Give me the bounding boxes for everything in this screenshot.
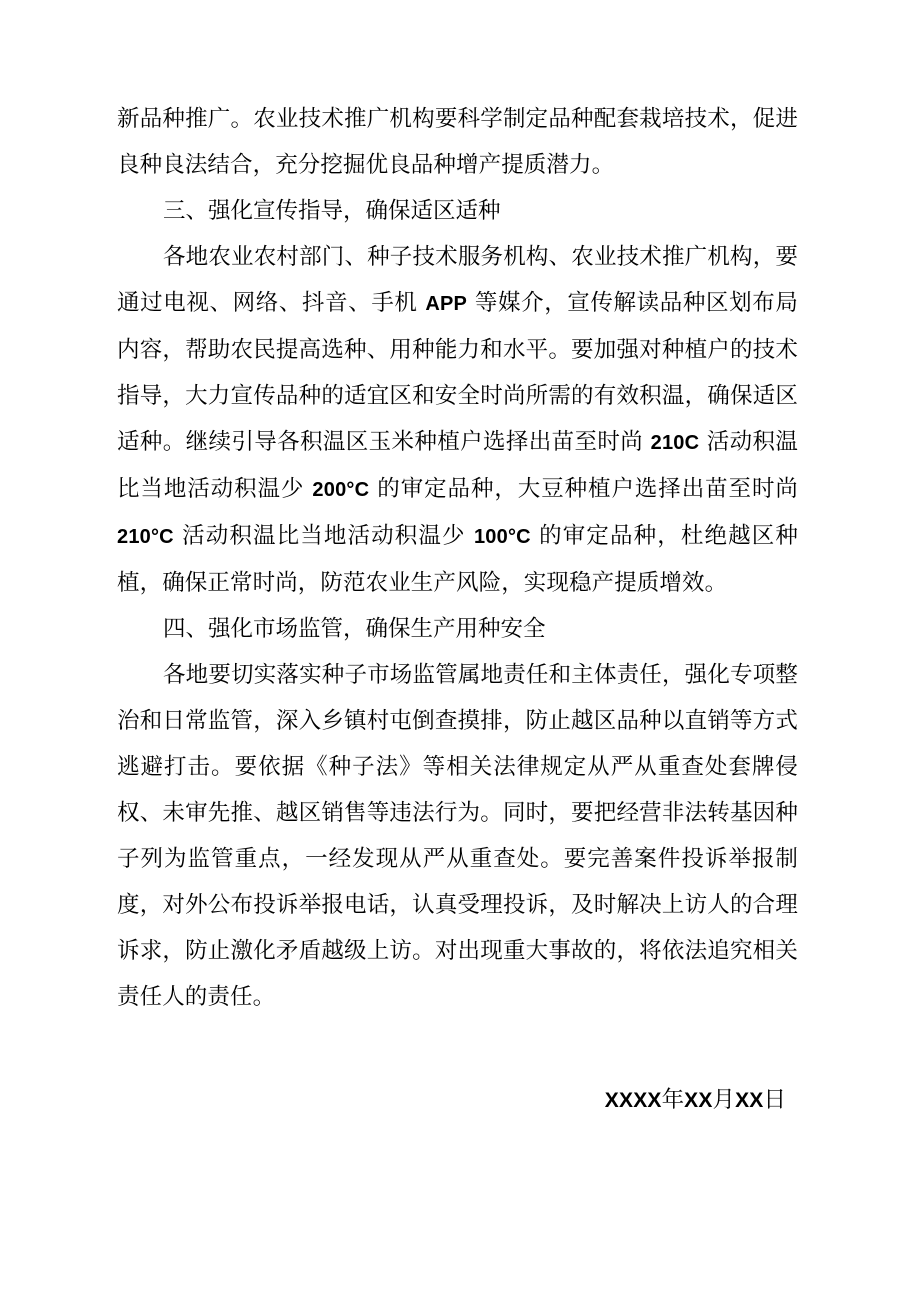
signature-block [117, 1077, 798, 1124]
text-run-0: 新品种推广。农业技术推广机构要科学制定品种配套栽培技术，促进良种良法结合，充分挖掘优良品种增产提质潜力。 [117, 106, 798, 178]
emphasis-run-7: 210°C [117, 526, 174, 548]
text-run-0: 四、强化市场监管，确保生产用种安全 [163, 616, 546, 642]
heading-section-three [117, 188, 798, 234]
text-run-1: 年 [661, 1087, 685, 1113]
text-run-3: 月 [712, 1087, 736, 1113]
paragraph-section-four-body [117, 652, 798, 1020]
emphasis-run-9: 100°C [473, 526, 531, 548]
text-run-6: 的审定品种，大豆种植户选择出苗至时尚 [369, 476, 798, 502]
text-run-0: 各地要切实落实种子市场监管属地责任和主体责任，强化专项整治和日常监管，深入乡镇村屯倒查摸排，防止越区品种以直销等方式逃避打击。要依据《种子法》等相关法律规定从严从重查处套牌侵权、未审先推、越区销售等违法行为。同时，要把经营非法转基因种子列为监管重点，一经发现从严从重查处。要完善案件投诉举报制度，对外公布投诉举报电话，认真受理投诉，及时解决上访人的合理诉求，防止激化矛盾越级上访。对出现重大事故的，将依法追究相关责任人的责任。 [117, 662, 798, 1010]
paragraph-new-variety-promotion [117, 96, 798, 188]
emphasis-run-2: XX [684, 1089, 713, 1112]
paragraph-section-three-body [117, 234, 798, 606]
text-run-5: 日 [763, 1087, 786, 1113]
text-run-0: 各地农业农村部门、种子技术服务机构、农业技术推广机构，要通过电视、网络、抖音、手机 [117, 244, 798, 316]
text-run-4: 活动积温比当地活动积温少 [117, 429, 798, 502]
text-run-0: 三、强化宣传指导，确保适区适种 [163, 198, 501, 224]
text-run-2: 等媒介，宣传解读品种区划布局内容，帮助农民提高选种、用种能力和水平。要加强对种植户的技术指导，大力宣传品种的适宜区和安全时尚所需的有效积温，确保适区适种。继续引导各积温区玉米种植户选择出苗至时尚 [117, 290, 798, 455]
emphasis-run-0: XXXX [604, 1089, 662, 1112]
date-signature [117, 1077, 798, 1124]
emphasis-run-4: XX [735, 1089, 764, 1112]
emphasis-run-5: 200°C [312, 479, 370, 501]
heading-section-four [117, 606, 798, 652]
document-body [117, 96, 798, 1020]
text-run-8: 活动积温比当地活动积温少 [173, 523, 474, 549]
emphasis-run-3: 210C [650, 432, 700, 454]
text-run-10: 的审定品种，杜绝越区种植，确保正常时尚，防范农业生产风险，实现稳产提质增效。 [117, 523, 798, 596]
emphasis-run-1: APP [425, 293, 468, 315]
